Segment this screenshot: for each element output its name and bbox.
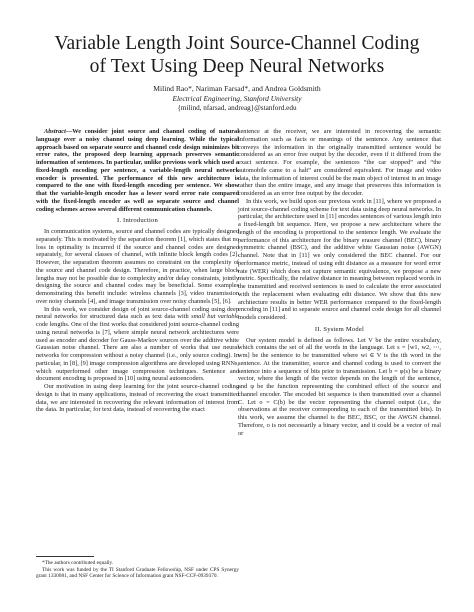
footnote-divider	[36, 556, 94, 557]
intro-paragraph-1: In communication systems, source and channel codes are typically designed separately. This is motivated by the separation theorem [1], which states that no loss in optimality is incurred if the source and channel codes are designed separately, for several classes of channel, with infinite block length codes [2]. However, the separation theorem assumes no constraint on the complexity of the source and channel code design. Therefore, in practice, when large block lengths may not be possible due to complexity and/or delay constraints, jointly designing the source and channel codes may be beneficial. Some examples demonstrating this benefit include: wireless channels [3], video transmission over noisy channels [4], and image transmission over noisy channels [5], [6].	[36, 228, 239, 305]
title-line-2: of Text Using Deep Neural Networks	[89, 56, 385, 77]
intro-paragraph-4: In this work, we build upon our previous work in [11], where we proposed a joint source-channel coding scheme for text data using deep neural networks. In particular, the architecture used in [11] encodes sentences of various length into a fixed-length bit sequence. Here, we propose a new architecture where the length of the encoding is proportional to the sentence length. We evaluate the performance of this architecture for the binary erasure channel (BEC), binary symmetric channel (BSC), and the additive white Gaussian noise (AWGN) channel. Note that in [11] we only considered the BEC channel. For our performance metric, instead of using edit distance as a measure for word error rate (WER) which does not capture semantic equivalence, we propose a new metric. Specifically, the relative distance in meaning between replaced words in the transmitted and received sentences is used to calculate the error associated with the replacement when evaluating edit distance. We show that this new architecture results in better WER performance compared to the fixed-length encoding in [11] and to separate source and channel code design for all channel models considered.	[238, 197, 441, 321]
system-model-paragraph-1: Our system model is defined as follows. Let V be the entire vocabulary, which contains the set of all the words in the language. Let s = [w1, w2, ⋯, wm] be the sentence to be transmitted where wi ∈ V is the ith word in the sentence. At the transmitter, source and channel coding is used to convert the sentence into a sequence of bits prior to transmission. Let b = φ(s) be a binary vector, where the length of the vector depends on the length of the sentence, and φ be the function representing the combined effect of the source and channel encoder. The encoded bit sequence is then transmitted over a channel C. Let o = C(b) be the vector representing the channel output (i.e., the observations at the receiver corresponding to each of the transmitted bits). In this work, we assume the channel is the BEC, BSC, or the AWGN channel. Therefore, o is not necessarily a binary vector, and it could be a vector of real or	[238, 336, 441, 437]
footnotes	[36, 560, 239, 580]
footnote-equal-contribution: *The authors contributed equally.	[42, 560, 114, 566]
abstract-label: Abstract	[44, 128, 66, 135]
abstract	[36, 128, 239, 213]
left-column	[36, 128, 239, 414]
intro-paragraph-2	[36, 306, 239, 384]
intro-paragraph-2-start: In this work, we consider design of joint source-channel coding using deep neural networks for structured data such as text data with	[36, 305, 239, 321]
abstract-text: —We consider joint source and channel coding of natural language over a noisy channel using deep learning. While the typical approach based on separate source and channel code design minimizes bit error rates, the proposed deep learning approach preserves semantic information of sentences. In particular, unlike previous work which used a fixed-length encoding per sentence, a variable-length neural network encoder is presented. The performance of this new architecture is compared to the one with fixed-length encoding per sentence. We show that the variable-length encoder has a lower word error rate compared with the fixed-length encoder as well as separate source and channel coding schemes across several different communication channels.	[36, 128, 239, 213]
intro-paragraph-2-emphasis: small but variable	[191, 313, 239, 321]
intro-paragraph-3-continued: sentence at the receiver, we are interested in recovering the semantic information such as facts or meanings of the sentence. Any sentence that conveys the information in the originally transmitted sentence would be considered as an error free output by the decoder, even if it differed from the exact sentence. For example, the sentences “the car stopped” and “the automobile came to a halt” are considered equivalent. For image and video data, the information of interest could be the main object of interest in an image rather than the entire image, and any image that preserves this information is considered as an error free output by the decoder.	[238, 128, 441, 197]
intro-paragraph-3: Our motivation in using deep learning for the joint source-channel coding design is that in many applications, instead of recovering the exact transmitted data, we are interested in recovering the relevant information of interest from the data. In particular, for text data, instead of recovering the exact	[36, 383, 239, 414]
intro-paragraph-2-end: code lengths. One of the first works that considered joint source-channel coding using neural networks is [7], where simple neural network architectures were used as encoder and decoder for Gauss-Markov sources over the additive white Gaussian noise channel. There are also a number of works that use neural networks for compression without a noisy channel (i.e., only source coding). In particular, in [8], [9] image compression algorithms are developed using RNNs, which outperformed other image compression techniques. Sentence and document encoding is proposed in [10] using neural autoencoders.	[36, 321, 239, 383]
author-emails: {milind, nfarsad, andreag}@stanford.edu	[177, 104, 297, 112]
affiliation: Electrical Engineering, Stanford University	[172, 94, 302, 103]
right-column	[238, 128, 441, 437]
section-heading-introduction: I. Introduction	[116, 217, 159, 225]
footnote-funding: This work was funded by the TI Stanford Graduate Fellowship, NSF under CPS Synergy grant 1330081, and NSF Center for Science of Information grant NSF-CCF-0939370.	[36, 566, 239, 580]
author-list: Milind Rao*, Nariman Farsad*, and Andrea Goldsmith	[153, 84, 321, 93]
title-line-1: Variable Length Joint Source-Channel Coding	[54, 33, 420, 54]
section-heading-system-model: II. System Model	[314, 325, 365, 333]
paper-title	[0, 32, 474, 78]
